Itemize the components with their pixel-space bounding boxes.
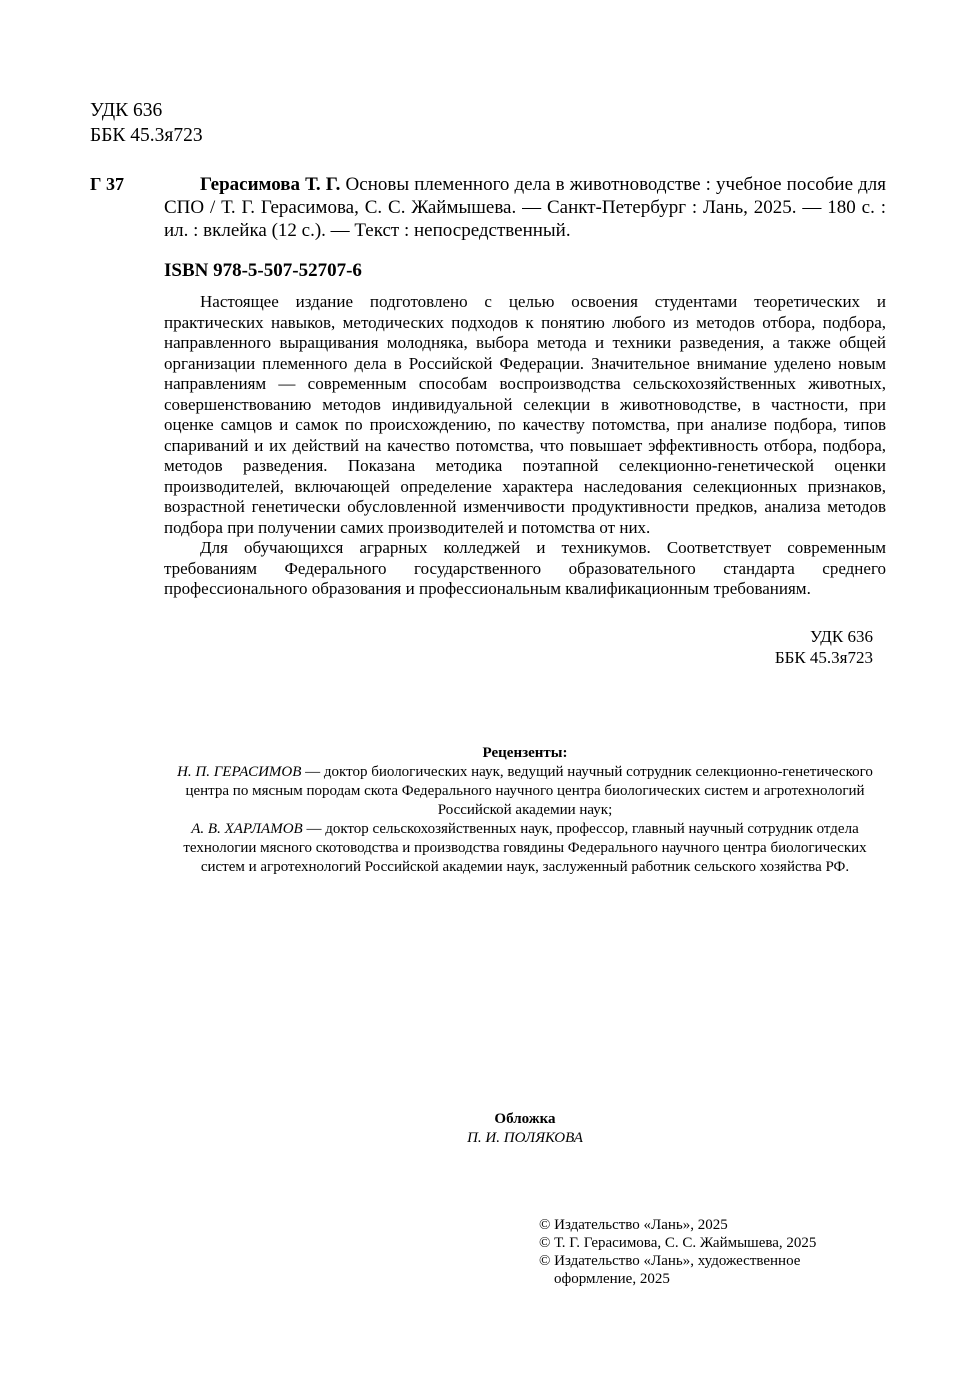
udk-code-bottom: УДК 636: [809, 627, 873, 646]
annotation-paragraph-1: Настоящее издание подготовлено с целью освоения студентами теоретических и практических навыков, методических подходов к понятию любого из методов отбора, подбора, направленного выращивания молодняка, выбора метода и техники разведения, а также общей организации племенного дела в Российской Федерации. Значительное внимание уделено новым направлениям — современным способам воспроизводства сельскохозяйственных животных, совершенствованию методов индивидуальной селекции в животноводстве, в частности, при оценке самцов и самок по происхождению, по качеству потомства, при анализе подбора, типов спариваний и их действий на качество потомства, что повышает эффективность отбора, подбора, методов разведения. Показана методика поэтапной селекционно-генетической оценки производителей, включающей определение характера наследования селекционных признаков, возрастной генетически обусловленной изменчивости продуктивности предков, анализа методов подбора при получении самих производителей и потомства от них.: [164, 292, 886, 537]
reviewer-2-text: — доктор сельскохозяйственных наук, профессор, главный научный сотрудник отдела технологии мясного скотоводства и производства говядины Федерального научного центра биологических систем и агротехнологий Российской академии наук, заслуженный работник сельского хозяйства РФ.: [183, 821, 867, 875]
author-index-mark: Г 37: [90, 174, 124, 194]
bottom-classification: [700, 626, 873, 668]
cover-heading: Обложка: [494, 1111, 556, 1127]
copyright-block: [539, 1216, 879, 1288]
bbk-code: ББК 45.3я723: [90, 125, 203, 146]
cover-credit: [164, 1110, 886, 1148]
copyright-line-1: © Издательство «Лань», 2025: [539, 1217, 728, 1233]
copyright-line-3: © Издательство «Лань», художественное: [539, 1253, 801, 1269]
udk-code: УДК 636: [90, 100, 163, 121]
reviewers-heading: Рецензенты:: [482, 745, 568, 761]
copyright-line-3-continuation: оформление, 2025: [554, 1271, 670, 1287]
reviewer-2-name: А. В. ХАРЛАМОВ: [191, 821, 303, 837]
copyright-line-2: © Т. Г. Герасимова, С. С. Жаймышева, 2025: [539, 1235, 817, 1251]
reviewer-2: [164, 820, 886, 877]
bibliographic-text: Основы племенного дела в животноводстве : учебное пособие для СПО / Т. Г. Герасимова, С. С. Жаймышева. — Санкт-Петербург : Лань, 2025. — 180 с. : ил. : вклейка (12 с.). — Текст : непосредственный.: [164, 174, 886, 241]
reviewer-1-text: — доктор биологических наук, ведущий научный сотрудник селекционно-генетического центра по мясным породам скота Федерального научного центра биологических систем и агротехнологий Российской академии наук;: [185, 764, 873, 818]
annotation: [164, 292, 886, 600]
bibliographic-description: [164, 173, 886, 242]
author-name: Герасимова Т. Г.: [200, 174, 341, 195]
cover-artist: П. И. ПОЛЯКОВА: [467, 1130, 583, 1146]
reviewer-1: [164, 763, 886, 820]
reviewer-1-name: Н. П. ГЕРАСИМОВ: [177, 764, 302, 780]
reviewers-block: [164, 744, 886, 877]
annotation-paragraph-2: Для обучающихся аграрных колледжей и техникумов. Соответствует современным требованиям Федерального государственного образовательного стандарта среднего профессионального образования и профессиональным квалификационным требованиям.: [164, 538, 886, 598]
top-classification: [90, 98, 203, 148]
bbk-code-bottom: ББК 45.3я723: [774, 648, 873, 667]
isbn: ISBN 978-5-507-52707-6: [164, 260, 362, 281]
